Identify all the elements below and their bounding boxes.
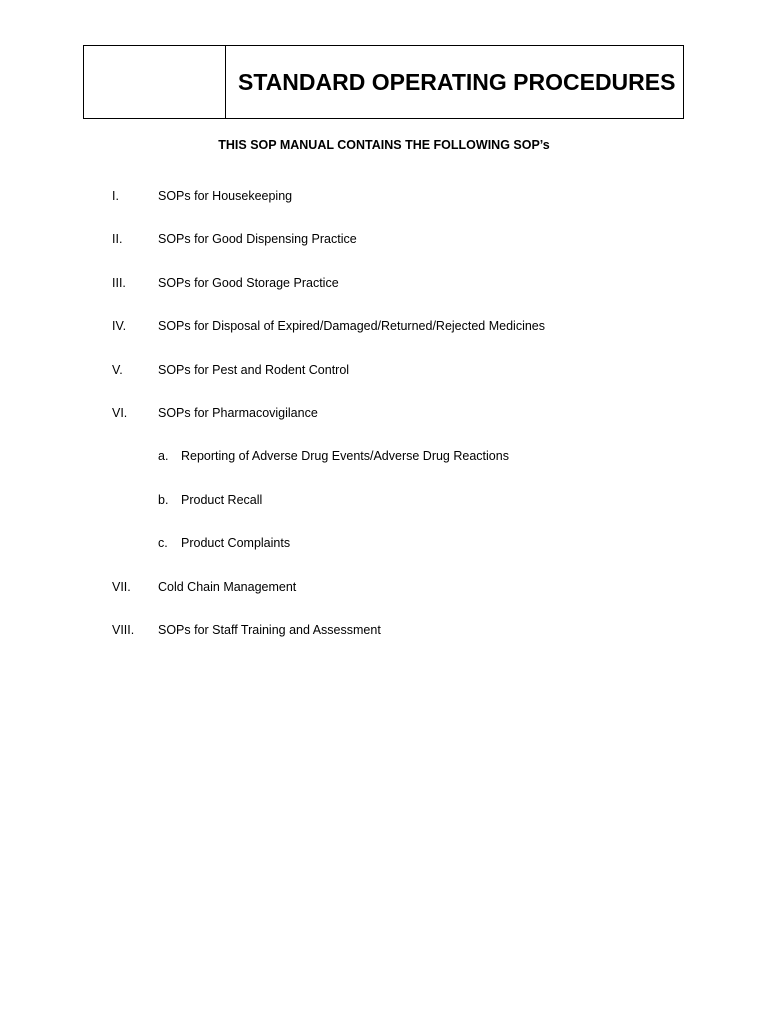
item-number: VIII.	[112, 623, 135, 637]
item-number: I.	[112, 189, 119, 203]
header-table	[83, 45, 684, 119]
item-label: SOPs for Disposal of Expired/Damaged/Returned/Rejected Medicines	[158, 319, 545, 333]
item-label: SOPs for Staff Training and Assessment	[158, 623, 381, 637]
sub-item-letter: c.	[158, 536, 168, 550]
item-number: VII.	[112, 580, 131, 594]
document-title: STANDARD OPERATING PROCEDURES	[238, 68, 676, 95]
item-label: SOPs for Pest and Rodent Control	[158, 363, 350, 377]
sub-item-label: Product Recall	[181, 493, 263, 507]
manual-subtitle: THIS SOP MANUAL CONTAINS THE FOLLOWING SOP’s	[218, 138, 550, 152]
sub-item-label: Reporting of Adverse Drug Events/Adverse Drug Reactions	[181, 449, 509, 463]
logo-cell	[84, 46, 226, 118]
item-number: V.	[112, 363, 123, 377]
sub-item-letter: a.	[158, 449, 169, 463]
sub-item-label: Product Complaints	[181, 536, 291, 550]
item-number: II.	[112, 232, 123, 246]
item-number: III.	[112, 276, 126, 290]
item-number: VI.	[112, 406, 128, 420]
sub-item-letter: b.	[158, 493, 169, 507]
item-label: SOPs for Pharmacovigilance	[158, 406, 318, 420]
item-label: Cold Chain Management	[158, 580, 297, 594]
title-cell	[226, 46, 683, 118]
item-label: SOPs for Housekeeping	[158, 189, 293, 203]
item-label: SOPs for Good Storage Practice	[158, 276, 339, 290]
item-number: IV.	[112, 319, 127, 333]
item-label: SOPs for Good Dispensing Practice	[158, 232, 357, 246]
